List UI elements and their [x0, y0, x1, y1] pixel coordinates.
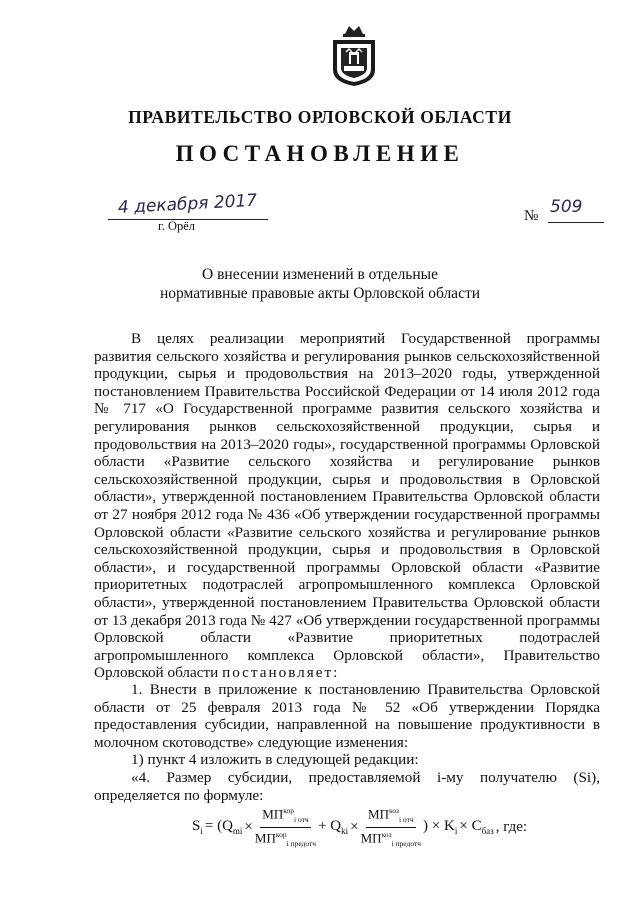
organization-title: ПРАВИТЕЛЬСТВО ОРЛОВСКОЙ ОБЛАСТИ: [128, 107, 512, 127]
formula-times: ×: [244, 818, 253, 835]
preamble-end: Правительство Орловской области: [94, 646, 600, 682]
preamble-text: В целях реализации мероприятий Государственной программы развития сельского хозяйства и регулирования рынков сельскохозяйственной продукции, сырья и продовольствия на 2013–2020 годы, утвержденной постановлением Правительства Российской Федерации от 14 июля 2012 года № 717 «О Государственной программе развития сельского хозяйства и регулирования рынков сельскохозяйственной продукции, сырья и продовольствия на 2013–2020 годы», государственной программы Орловской области «Развитие сельского хозяйства и регулирование рынков сельскохозяйственной продукции, сырья и продовольствия в Орловской области», утвержденной постановлением Правительства Орловской области от 27 ноября 2012 года № 436 «Об утверждении государственной программы Орловской области «Развитие сельского хозяйства и регулирование рынков сельскохозяйственной продукции, сырья и продовольствия в Орловской области», и государственной программы Орловской области «Развитие приоритетных подотраслей агропромышленного комплекса Орловской области», утвержденной постановлением Правительства Орловской области от 13 декабря 2013 года № 427 «Об утверждении государственной программы Орловской области «Развитие приоритетных подотраслей агропромышленного комплекса Орловской области»,: [94, 330, 600, 664]
number-label: №: [524, 208, 539, 224]
resolves-word: постановляет:: [222, 664, 340, 682]
number-underline: [548, 222, 604, 223]
item-1-paragraph: [94, 681, 600, 751]
handwritten-number: 509: [550, 197, 583, 217]
formula-fraction-goat: $\frac{МП^{коз}_{i отч}}{МП^{коз}_{i предотч}}$: [360, 805, 422, 848]
document-type: ПОСТАНОВЛЕНИЕ: [175, 141, 465, 166]
formula-times-2: ×: [350, 818, 359, 835]
item-1-quote: «4. Размер субсидии, предоставляемой i-му получателю (Si), определяется по формуле:: [94, 769, 600, 804]
subject-line-2: нормативные правовые акты Орловской области: [159, 285, 481, 302]
orel-oblast-coat-of-arms-icon: [331, 22, 377, 88]
city: г. Орёл: [158, 219, 196, 233]
item-1-subpoint: 1) пункт 4 изложить в следующей редакции:: [131, 751, 419, 768]
formula-where: , где:: [495, 818, 528, 835]
subject-line-1: О внесении изменений в отдельные: [202, 266, 438, 283]
document-subject: [0, 265, 640, 303]
item-1-text: 1. Внести в приложение к постановлению Правительства Орловской области от 25 февраля 2013 года № 52 «Об утверждении Порядка предоставления субсидии, направленной на повышение продуктивности в молочном скотоводстве» следующие изменения:: [94, 681, 600, 751]
formula-fraction-cow: $\frac{МП^{кор}_{i отч}}{МП^{кор}_{i предотч}}$: [254, 805, 317, 848]
handwritten-date: 4 декабря 2017: [117, 190, 258, 218]
formula-tail: ) × $K_i$: [423, 818, 458, 836]
formula-plus: + $Q_{ki}$: [318, 818, 349, 836]
formula-base: × $C_{баз}$: [459, 818, 494, 836]
preamble-paragraph: [94, 330, 600, 682]
formula-eq: = ($Q_{mi}$: [204, 818, 243, 836]
formula-lhs: $S_i$: [192, 818, 203, 836]
subsidy-formula: [192, 805, 552, 849]
